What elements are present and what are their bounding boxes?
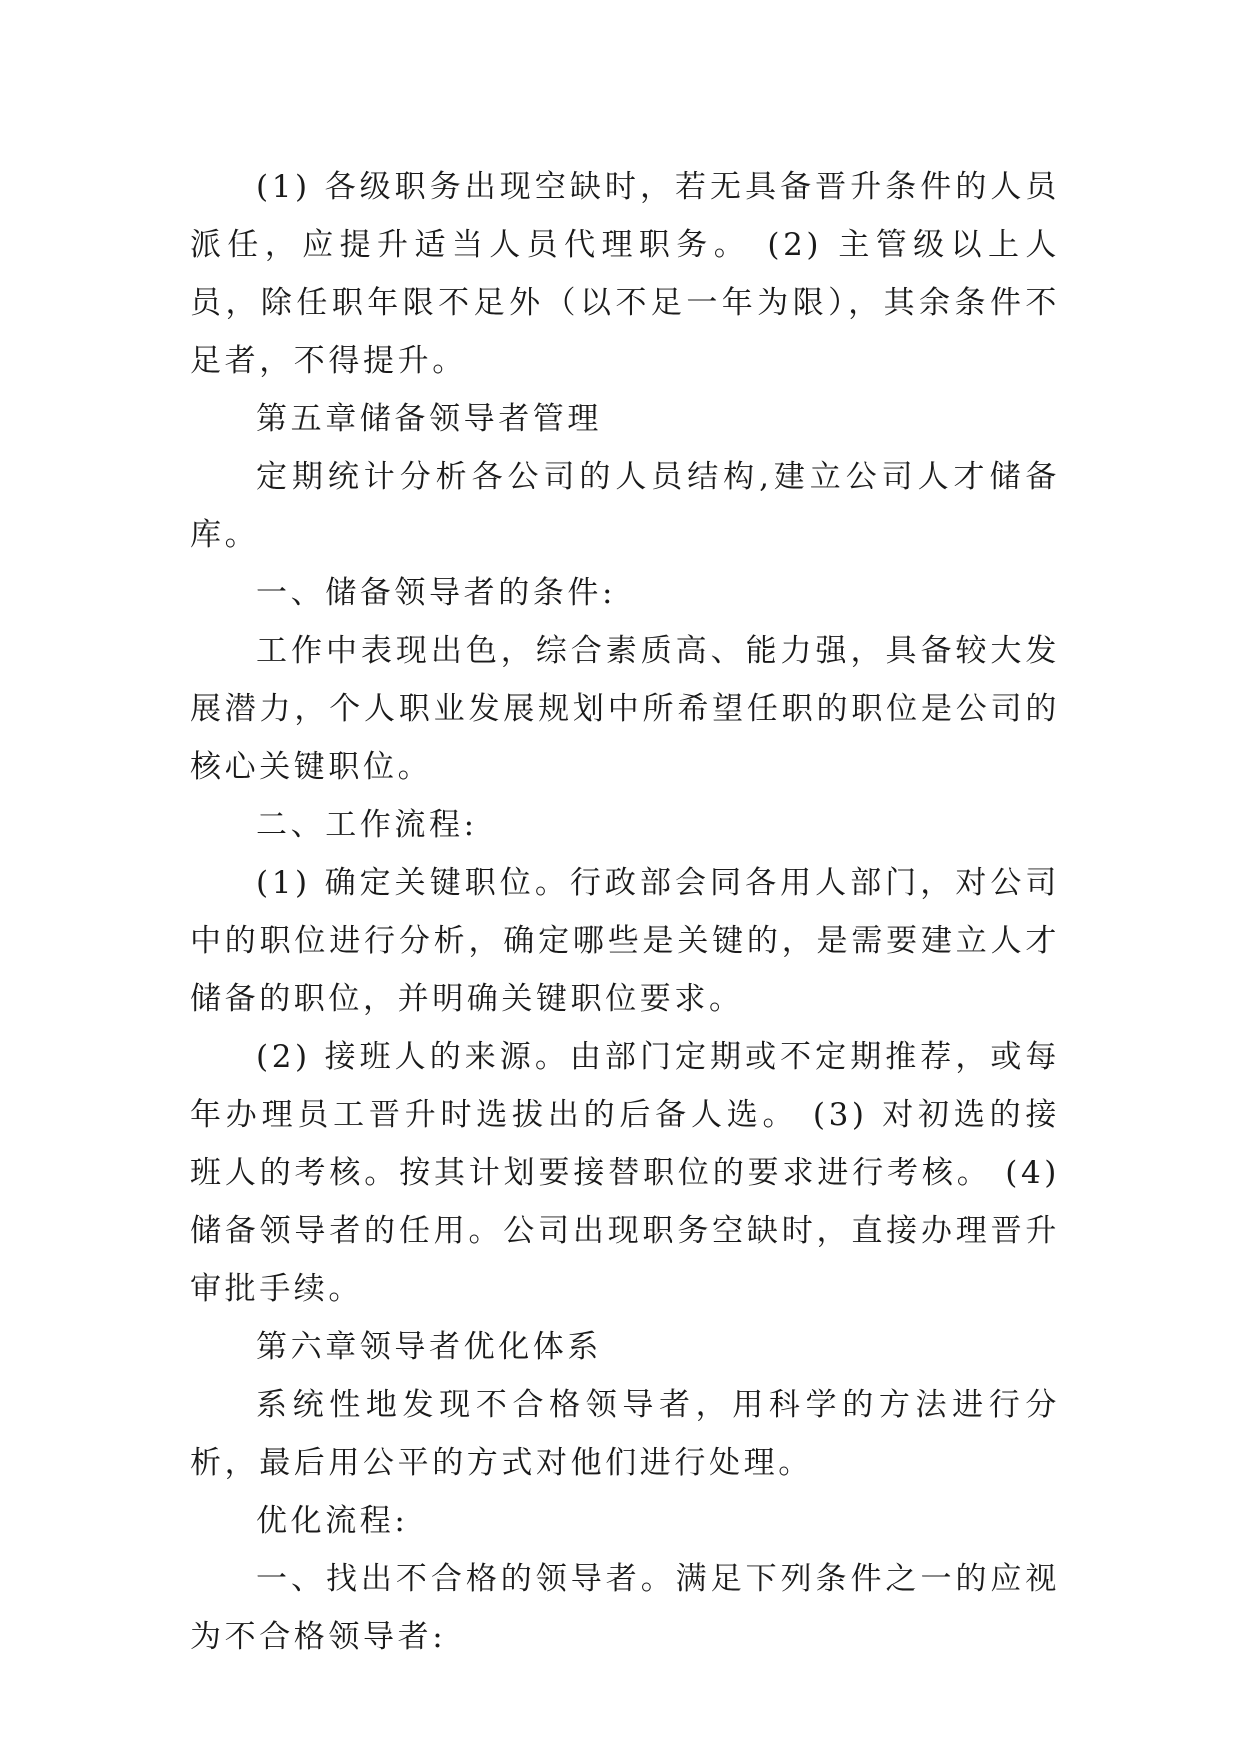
paragraph-talent-pool: 定期统计分析各公司的人员结构,建立公司人才储备库。 <box>190 459 1060 553</box>
paragraph-key-positions: (1) 确定关键职位。行政部会同各用人部门，对公司中的职位进行分析，确定哪些是关键的，是需要建立人才储备的职位，并明确关键职位要求。 <box>190 865 1060 1017</box>
paragraph-optimization-intro: 系统性地发现不合格领导者，用科学的方法进行分析，最后用公平的方式对他们进行处理。 <box>190 1387 1060 1481</box>
document-body <box>190 158 1060 1666</box>
section-heading-optimization-process: 优化流程: <box>256 1503 409 1539</box>
paragraph-acting-promotion: (1) 各级职务出现空缺时，若无具备晋升条件的人员派任，应提升适当人员代理职务。 (2) 主管级以上人员，除任职年限不足外（以不足一年为限），其余条件不足者，不得提升。 <box>190 169 1060 379</box>
chapter-heading-optimization: 第六章领导者优化体系 <box>256 1329 602 1365</box>
paragraph-unqualified-leaders: 一、找出不合格的领导者。满足下列条件之一的应视为不合格领导者: <box>190 1561 1060 1655</box>
paragraph-conditions: 工作中表现出色，综合素质高、能力强，具备较大发展潜力，个人职业发展规划中所希望任职的职位是公司的核心关键职位。 <box>190 633 1060 785</box>
section-heading-conditions: 一、储备领导者的条件: <box>256 575 617 611</box>
chapter-heading-reserve-leaders: 第五章储备领导者管理 <box>256 401 602 437</box>
section-heading-workflow: 二、工作流程: <box>256 807 478 843</box>
paragraph-successor-source: (2) 接班人的来源。由部门定期或不定期推荐，或每年办理员工晋升时选拔出的后备人选。 (3) 对初选的接班人的考核。按其计划要接替职位的要求进行考核。 (4) 储备领导者的任用。公司出现职务空缺时，直接办理晋升审批手续。 <box>190 1039 1060 1307</box>
